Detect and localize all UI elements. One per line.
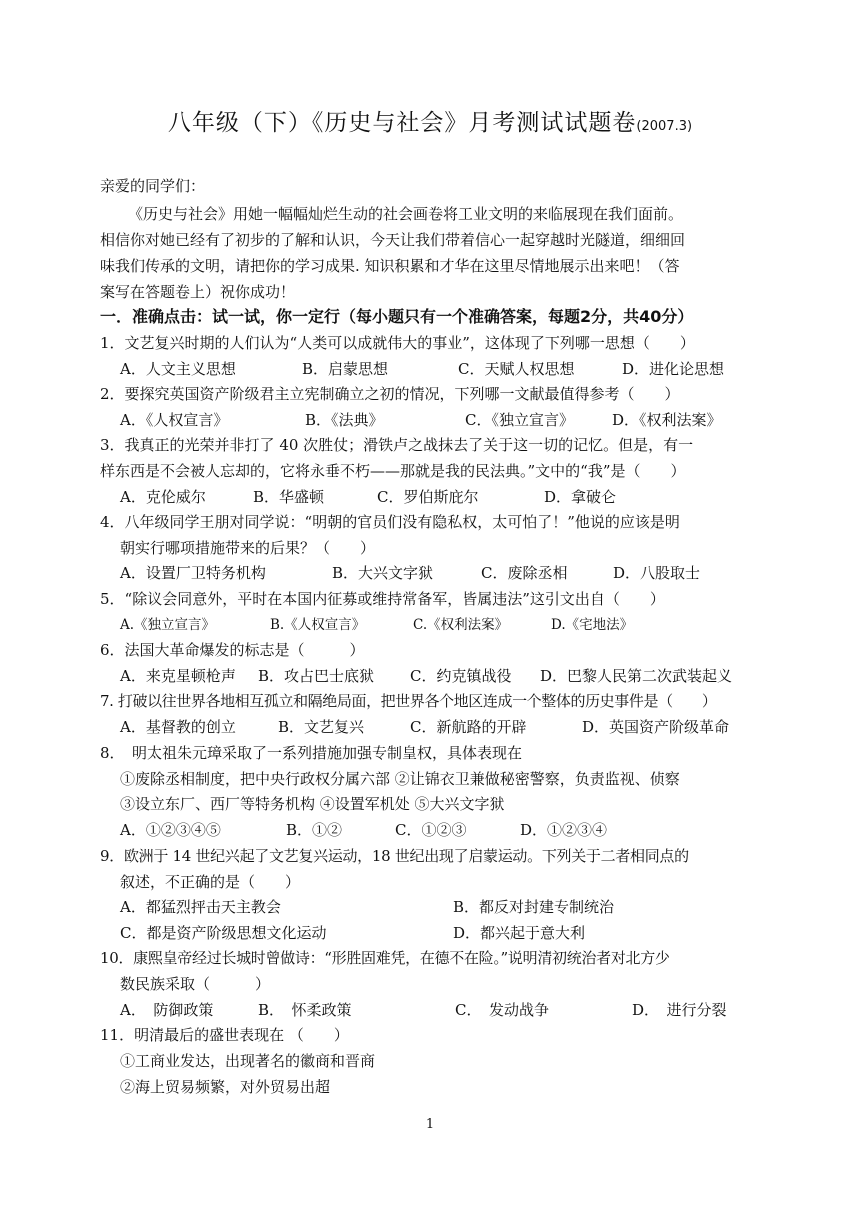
- question-stem: 4．八年级同学王朋对同学说：“明朝的官员们没有隐私权，太可怕了！”他说的应该是明: [100, 513, 680, 531]
- option: D．八股取士: [613, 564, 701, 582]
- option: A．《人权宣言》: [120, 411, 229, 429]
- question-stem: 3．我真正的光荣并非打了 40 次胜仗；滑铁卢之战抹去了关于这一切的记忆。但是，有一: [100, 436, 694, 454]
- option: A． 防御政策: [120, 1001, 214, 1019]
- option: B．文艺复兴: [278, 718, 365, 736]
- question-stem: 11．明清最后的盛世表现在 （ ）: [100, 1026, 349, 1044]
- intro-line: 味我们传承的文明，请把你的学习成果. 知识积累和才华在这里尽情地展示出来吧！（答: [100, 257, 680, 275]
- option: A．基督教的创立: [120, 718, 236, 736]
- question-item: ②海上贸易频繁，对外贸易出超: [120, 1078, 331, 1096]
- option: C．①②③: [395, 821, 467, 839]
- question-item: ①工商业发达，出现著名的徽商和晋商: [120, 1052, 376, 1070]
- question-stem: 叙述，不正确的是（ ）: [120, 873, 301, 891]
- option: A．都猛烈抨击天主教会: [120, 898, 281, 916]
- option: C． 发动战争: [455, 1001, 549, 1019]
- option: C．《独立宣言》: [465, 411, 574, 429]
- option: B．大兴文字狱: [332, 564, 434, 582]
- question-stem: 10．康熙皇帝经过长城时曾做诗：“形胜固难凭，在德不在险。”说明清初统治者对北方少: [100, 949, 670, 967]
- question-stem: 样东西是不会被人忘却的，它将永垂不朽——那就是我的民法典。”文中的“我”是（ ）: [100, 462, 686, 480]
- question-stem: 1．文艺复兴时期的人们认为“人类可以成就伟大的事业”，这体现了下列哪一思想（ ）: [100, 334, 695, 352]
- option: B． 怀柔政策: [258, 1001, 352, 1019]
- option: A.《独立宣言》: [120, 617, 216, 633]
- question-stem: 7. 打破以往世界各地相互孤立和隔绝局面，把世界各个地区连成一个整体的历史事件是（ ）: [100, 692, 717, 710]
- question-stem: 9．欧洲于 14 世纪兴起了文艺复兴运动，18 世纪出现了启蒙运动。下列关于二者相同点的: [100, 847, 689, 865]
- page-title: [0, 104, 860, 137]
- option: B．①②: [286, 821, 343, 839]
- option: B．《法典》: [305, 411, 384, 429]
- question-item: ①废除丞相制度，把中央行政权分属六部 ②让锦衣卫兼做秘密警察，负责监视、侦察: [120, 770, 680, 788]
- option: C．天赋人权思想: [458, 360, 575, 378]
- option: C．新航路的开辟: [410, 718, 527, 736]
- option: D．巴黎人民第二次武装起义: [540, 667, 733, 685]
- intro-line: 《历史与社会》用她一幅幅灿烂生动的社会画卷将工业文明的来临展现在我们面前。: [128, 205, 684, 223]
- title-main: 八年级（下）《历史与社会》月考测试试题卷: [167, 110, 637, 136]
- option: D．拿破仑: [544, 488, 617, 506]
- title-date: (2007.3): [636, 119, 693, 134]
- intro-line: 案写在答题卷上）祝你成功！: [100, 283, 296, 301]
- option: C．罗伯斯庇尔: [377, 488, 479, 506]
- option: A．来克星顿枪声: [120, 667, 236, 685]
- option: A．克伦威尔: [120, 488, 206, 506]
- option: B．都反对封建专制统治: [453, 898, 615, 916]
- option: C．都是资产阶级思想文化运动: [120, 924, 327, 942]
- option: A．设置厂卫特务机构: [120, 564, 266, 582]
- greeting: 亲爱的同学们：: [100, 177, 206, 195]
- section-heading: 一．准确点击：试一试，你一定行（每小题只有一个准确答案，每题2分，共40分）: [100, 307, 694, 326]
- option: D．①②③④: [520, 821, 608, 839]
- option: B.《人权宣言》: [270, 617, 366, 633]
- option: D.《宅地法》: [551, 617, 634, 633]
- option: C.《权利法案》: [413, 617, 509, 633]
- option: D．进化论思想: [622, 360, 725, 378]
- question-stem: 6．法国大革命爆发的标志是（ ）: [100, 641, 365, 659]
- option: D．英国资产阶级革命: [582, 718, 730, 736]
- option: D．都兴起于意大利: [453, 924, 586, 942]
- option: D．《权利法案》: [612, 411, 722, 429]
- option: B．攻占巴士底狱: [258, 667, 375, 685]
- option: B．启蒙思想: [302, 360, 389, 378]
- question-stem: 数民族采取（ ）: [120, 975, 271, 993]
- intro-line: 相信你对她已经有了初步的了解和认识，今天让我们带着信心一起穿越时光隧道，细细回: [100, 231, 686, 249]
- option: A．①②③④⑤: [120, 821, 221, 839]
- question-stem: 2．要探究英国资产阶级君主立宪制确立之初的情况，下列哪一文献最值得参考（ ）: [100, 385, 680, 403]
- option: C．约克镇战役: [410, 667, 512, 685]
- option: D． 进行分裂: [632, 1001, 727, 1019]
- question-stem: 朝实行哪项措施带来的后果？（ ）: [120, 539, 376, 557]
- page-number: 1: [425, 1117, 435, 1132]
- question-stem: 5．“除议会同意外，平时在本国内征募或维持常备军，皆属违法”这引文出自（ ）: [100, 590, 665, 608]
- option: C．废除丞相: [481, 564, 568, 582]
- question-item: ③设立东厂、西厂等特务机构 ④设置军机处 ⑤大兴文字狱: [120, 795, 505, 813]
- option: B．华盛顿: [253, 488, 325, 506]
- question-stem: 8． 明太祖朱元璋采取了一系列措施加强专制皇权，具体表现在: [100, 744, 523, 762]
- option: A．人文主义思想: [120, 360, 236, 378]
